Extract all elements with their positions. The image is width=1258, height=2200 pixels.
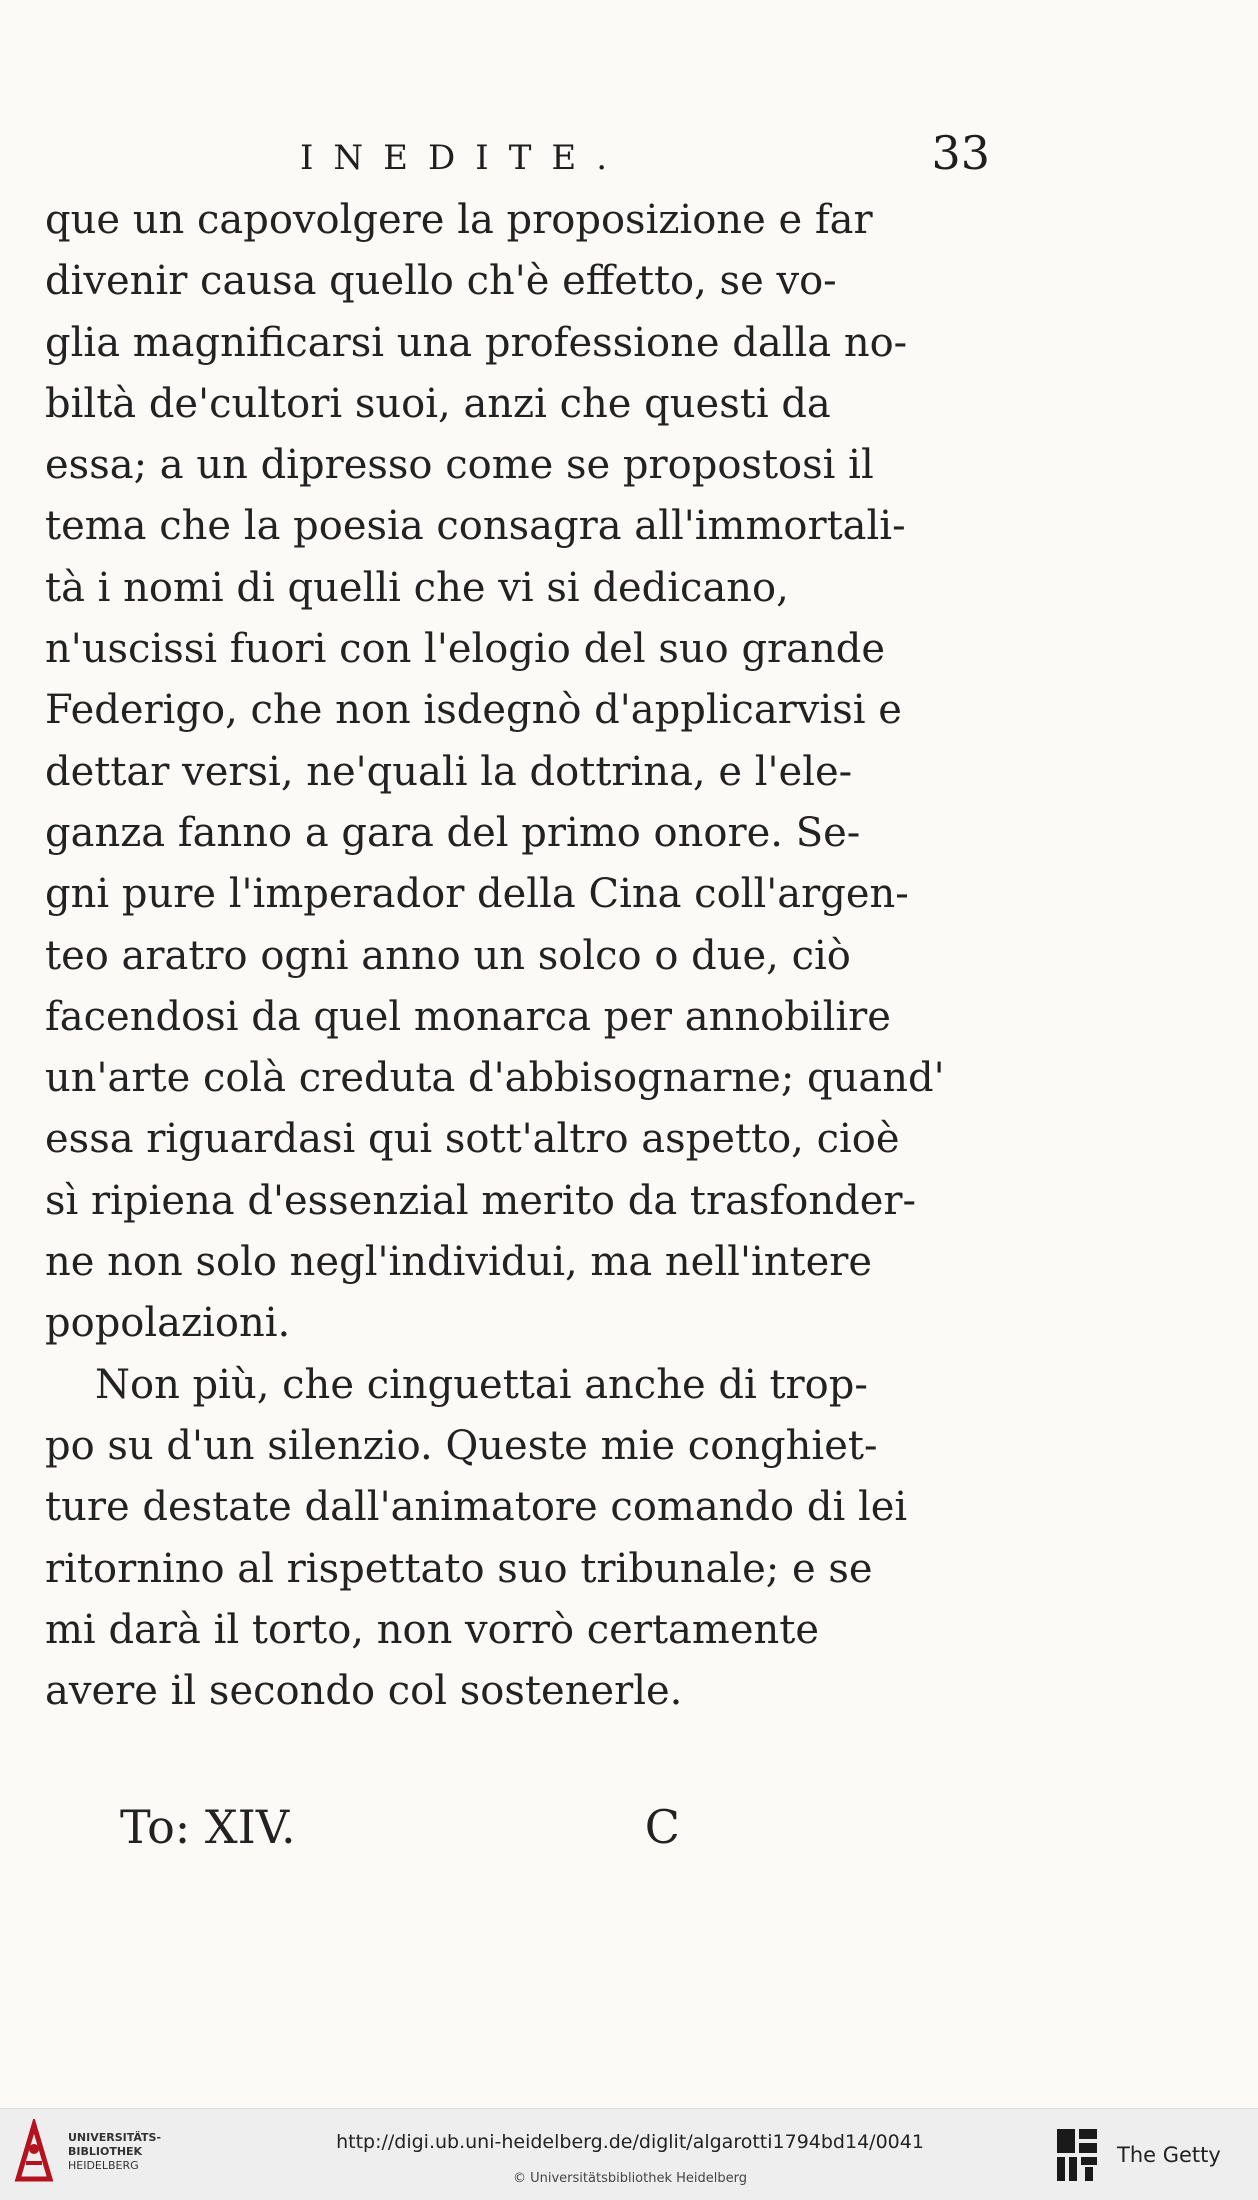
heidelberg-seal-icon: [12, 2119, 56, 2185]
volume-signature: To: XIV.: [120, 1800, 296, 1854]
getty-logo[interactable]: [1055, 2127, 1221, 2183]
text-line: que un capovolgere la proposizione e far: [45, 197, 873, 243]
viewer-footer: [0, 2108, 1258, 2200]
gathering-letter: C: [644, 1800, 680, 1854]
text-line: essa riguardasi qui sott'altro aspetto, cioè: [45, 1116, 900, 1163]
university-name: UNIVERSITÄTS- BIBLIOTHEK HEIDELBERG: [68, 2131, 162, 2172]
text-line: ne non solo negl'individui, ma nell'intere: [45, 1239, 873, 1286]
text-line: essa; a un dipresso come se propostosi il: [45, 442, 874, 489]
text-line: popolazioni.: [45, 1300, 291, 1347]
text-line: Non più, che cinguettai anche di trop-: [95, 1361, 868, 1408]
text-line: avere il secondo col sostenerle.: [45, 1668, 683, 1715]
text-line: gni pure l'imperador della Cina coll'argen-: [45, 871, 909, 918]
text-line: n'uscissi fuori con l'elogio del suo grande: [45, 626, 886, 673]
running-title: INEDITE.: [300, 138, 627, 178]
text-line: facendosi da quel monarca per annobilire: [45, 993, 891, 1040]
text-line: ritornino al rispettato suo tribunale; e se: [45, 1545, 873, 1592]
partner-name: The Getty: [1117, 2143, 1221, 2167]
permalink-url[interactable]: http://digi.ub.uni-heidelberg.de/diglit/algarotti1794bd14/0041: [336, 2131, 924, 2153]
text-line: dettar versi, ne'quali la dottrina, e l'ele-: [45, 748, 853, 795]
page-header: [300, 126, 990, 180]
text-line: ture destate dall'animatore comando di lei: [45, 1484, 908, 1531]
text-line: ganza fanno a gara del primo onore. Se-: [45, 809, 861, 856]
university-logo[interactable]: [12, 2119, 161, 2185]
body-text: [45, 190, 980, 1722]
signature-mark: [120, 1800, 680, 1854]
text-line: po su d'un silenzio. Queste mie conghiet-: [45, 1422, 878, 1469]
text-line: teo aratro ogni anno un solco o due, ciò: [45, 932, 851, 979]
text-line: biltà de'cultori suoi, anzi che questi da: [45, 380, 831, 427]
text-line: tà i nomi di quelli che vi si dedicano,: [45, 564, 789, 611]
text-line: Federigo, che non isdegnò d'applicarvisi e: [45, 687, 902, 734]
text-line: tema che la poesia consagra all'immortali-: [45, 503, 906, 550]
text-line: divenir causa quello ch'è effetto, se vo-: [45, 258, 837, 305]
getty-mark-icon: [1055, 2127, 1101, 2183]
page-number: 33: [931, 126, 990, 180]
text-line: un'arte colà creduta d'abbisognarne; quand': [45, 1055, 945, 1102]
text-line: mi darà il torto, non vorrò certamente: [45, 1606, 820, 1653]
copyright-notice: © Universitätsbibliothek Heidelberg: [512, 2171, 747, 2186]
text-line: glia magnificarsi una professione dalla no-: [45, 319, 908, 366]
text-line: sì ripiena d'essenzial merito da trasfonder-: [45, 1177, 917, 1224]
